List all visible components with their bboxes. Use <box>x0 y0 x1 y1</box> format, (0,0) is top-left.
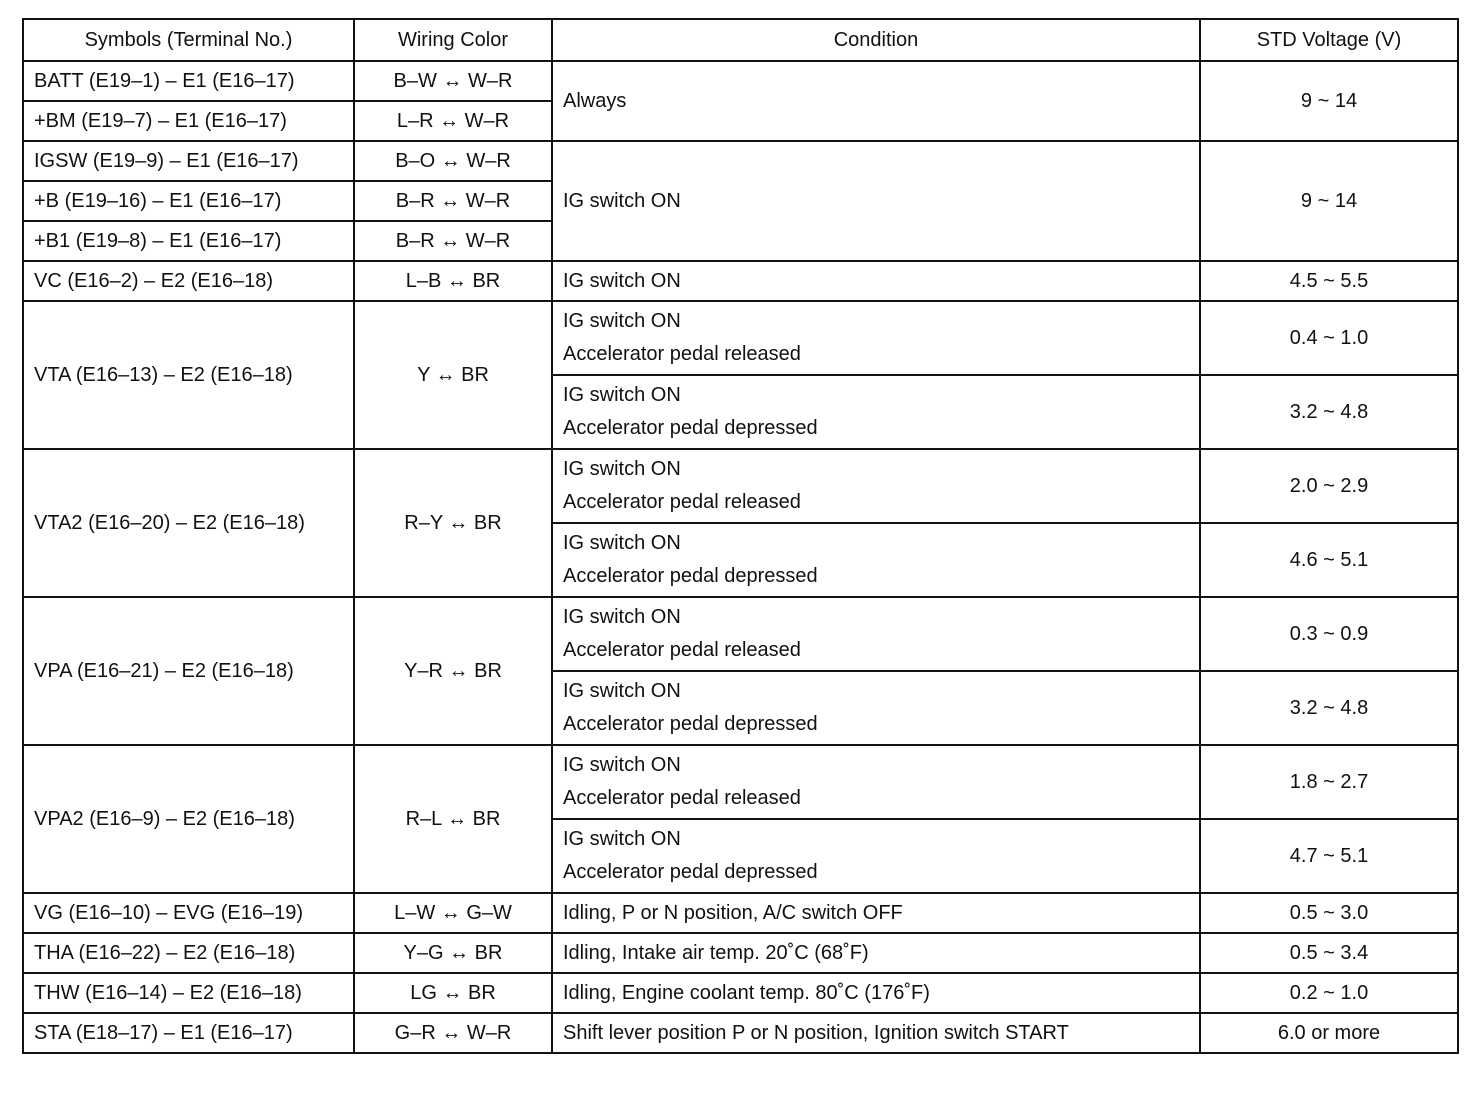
symbol-cell: VG (E16–10) – EVG (E16–19) <box>23 893 354 933</box>
condition-line: IG switch ON <box>563 754 681 776</box>
header-std-voltage: STD Voltage (V) <box>1200 19 1458 61</box>
header-symbols: Symbols (Terminal No.) <box>23 19 354 61</box>
wiring-cell: R–Y ↔ BR <box>354 449 552 597</box>
condition-cell: IG switch ON <box>552 141 1200 261</box>
wiring-cell: B–R ↔ W–R <box>354 221 552 261</box>
symbol-cell: BATT (E19–1) – E1 (E16–17) <box>23 61 354 101</box>
condition-cell: Idling, P or N position, A/C switch OFF <box>552 893 1200 933</box>
table-row-vta <box>23 301 1458 375</box>
condition-line: Accelerator pedal depressed <box>563 713 818 735</box>
table-row-sta <box>23 1013 1458 1053</box>
table-row-vta2 <box>23 449 1458 523</box>
header-row <box>23 19 1458 61</box>
header-condition: Condition <box>552 19 1200 61</box>
condition-line: IG switch ON <box>563 310 681 332</box>
symbol-cell: VPA2 (E16–9) – E2 (E16–18) <box>23 745 354 893</box>
voltage-cell: 9 ~ 14 <box>1200 61 1458 141</box>
table-row-tha <box>23 933 1458 973</box>
condition-cell <box>552 671 1200 745</box>
condition-line: Accelerator pedal depressed <box>563 417 818 439</box>
condition-cell <box>552 819 1200 893</box>
symbol-cell: +B (E19–16) – E1 (E16–17) <box>23 181 354 221</box>
condition-cell: Shift lever position P or N position, Ignition switch START <box>552 1013 1200 1053</box>
condition-cell: Always <box>552 61 1200 141</box>
symbol-cell: +BM (E19–7) – E1 (E16–17) <box>23 101 354 141</box>
condition-cell <box>552 597 1200 671</box>
condition-line: IG switch ON <box>563 458 681 480</box>
voltage-cell: 0.4 ~ 1.0 <box>1200 301 1458 375</box>
terminal-voltage-table <box>22 18 1459 1054</box>
wiring-cell: L–R ↔ W–R <box>354 101 552 141</box>
condition-line: IG switch ON <box>563 532 681 554</box>
condition-line: IG switch ON <box>563 384 681 406</box>
voltage-cell: 2.0 ~ 2.9 <box>1200 449 1458 523</box>
condition-line: IG switch ON <box>563 606 681 628</box>
voltage-cell: 9 ~ 14 <box>1200 141 1458 261</box>
voltage-cell: 0.3 ~ 0.9 <box>1200 597 1458 671</box>
voltage-cell: 6.0 or more <box>1200 1013 1458 1053</box>
condition-cell <box>552 301 1200 375</box>
wiring-cell: Y ↔ BR <box>354 301 552 449</box>
symbol-cell: VTA (E16–13) – E2 (E16–18) <box>23 301 354 449</box>
symbol-cell: VPA (E16–21) – E2 (E16–18) <box>23 597 354 745</box>
voltage-cell: 4.7 ~ 5.1 <box>1200 819 1458 893</box>
wiring-cell: L–B ↔ BR <box>354 261 552 301</box>
table-row-vg <box>23 893 1458 933</box>
symbol-cell: VC (E16–2) – E2 (E16–18) <box>23 261 354 301</box>
header-wiring-color: Wiring Color <box>354 19 552 61</box>
symbol-cell: VTA2 (E16–20) – E2 (E16–18) <box>23 449 354 597</box>
symbol-cell: THW (E16–14) – E2 (E16–18) <box>23 973 354 1013</box>
wiring-cell: B–W ↔ W–R <box>354 61 552 101</box>
condition-line: Accelerator pedal released <box>563 343 801 365</box>
condition-line: Accelerator pedal depressed <box>563 565 818 587</box>
voltage-cell: 0.5 ~ 3.4 <box>1200 933 1458 973</box>
table-row-vpa2 <box>23 745 1458 819</box>
voltage-cell: 1.8 ~ 2.7 <box>1200 745 1458 819</box>
condition-cell <box>552 375 1200 449</box>
table-row-vpa <box>23 597 1458 671</box>
voltage-cell: 4.6 ~ 5.1 <box>1200 523 1458 597</box>
condition-cell: Idling, Engine coolant temp. 80˚C (176˚F) <box>552 973 1200 1013</box>
wiring-cell: R–L ↔ BR <box>354 745 552 893</box>
symbol-cell: STA (E18–17) – E1 (E16–17) <box>23 1013 354 1053</box>
voltage-cell: 3.2 ~ 4.8 <box>1200 671 1458 745</box>
condition-cell <box>552 745 1200 819</box>
voltage-cell: 4.5 ~ 5.5 <box>1200 261 1458 301</box>
condition-cell <box>552 449 1200 523</box>
condition-line: Accelerator pedal released <box>563 491 801 513</box>
wiring-cell: Y–R ↔ BR <box>354 597 552 745</box>
condition-cell: IG switch ON <box>552 261 1200 301</box>
symbol-cell: THA (E16–22) – E2 (E16–18) <box>23 933 354 973</box>
wiring-cell: Y–G ↔ BR <box>354 933 552 973</box>
wiring-cell: B–R ↔ W–R <box>354 181 552 221</box>
condition-cell <box>552 523 1200 597</box>
table-row-vc <box>23 261 1458 301</box>
condition-line: Accelerator pedal released <box>563 787 801 809</box>
condition-line: Accelerator pedal depressed <box>563 861 818 883</box>
voltage-cell: 0.2 ~ 1.0 <box>1200 973 1458 1013</box>
table-row-batt <box>23 61 1458 101</box>
condition-line: IG switch ON <box>563 680 681 702</box>
condition-cell: Idling, Intake air temp. 20˚C (68˚F) <box>552 933 1200 973</box>
symbol-cell: IGSW (E19–9) – E1 (E16–17) <box>23 141 354 181</box>
condition-line: Accelerator pedal released <box>563 639 801 661</box>
voltage-cell: 0.5 ~ 3.0 <box>1200 893 1458 933</box>
wiring-cell: B–O ↔ W–R <box>354 141 552 181</box>
table-row-thw <box>23 973 1458 1013</box>
wiring-cell: L–W ↔ G–W <box>354 893 552 933</box>
voltage-cell: 3.2 ~ 4.8 <box>1200 375 1458 449</box>
wiring-cell: G–R ↔ W–R <box>354 1013 552 1053</box>
condition-line: IG switch ON <box>563 828 681 850</box>
table-row-igsw <box>23 141 1458 181</box>
symbol-cell: +B1 (E19–8) – E1 (E16–17) <box>23 221 354 261</box>
wiring-cell: LG ↔ BR <box>354 973 552 1013</box>
